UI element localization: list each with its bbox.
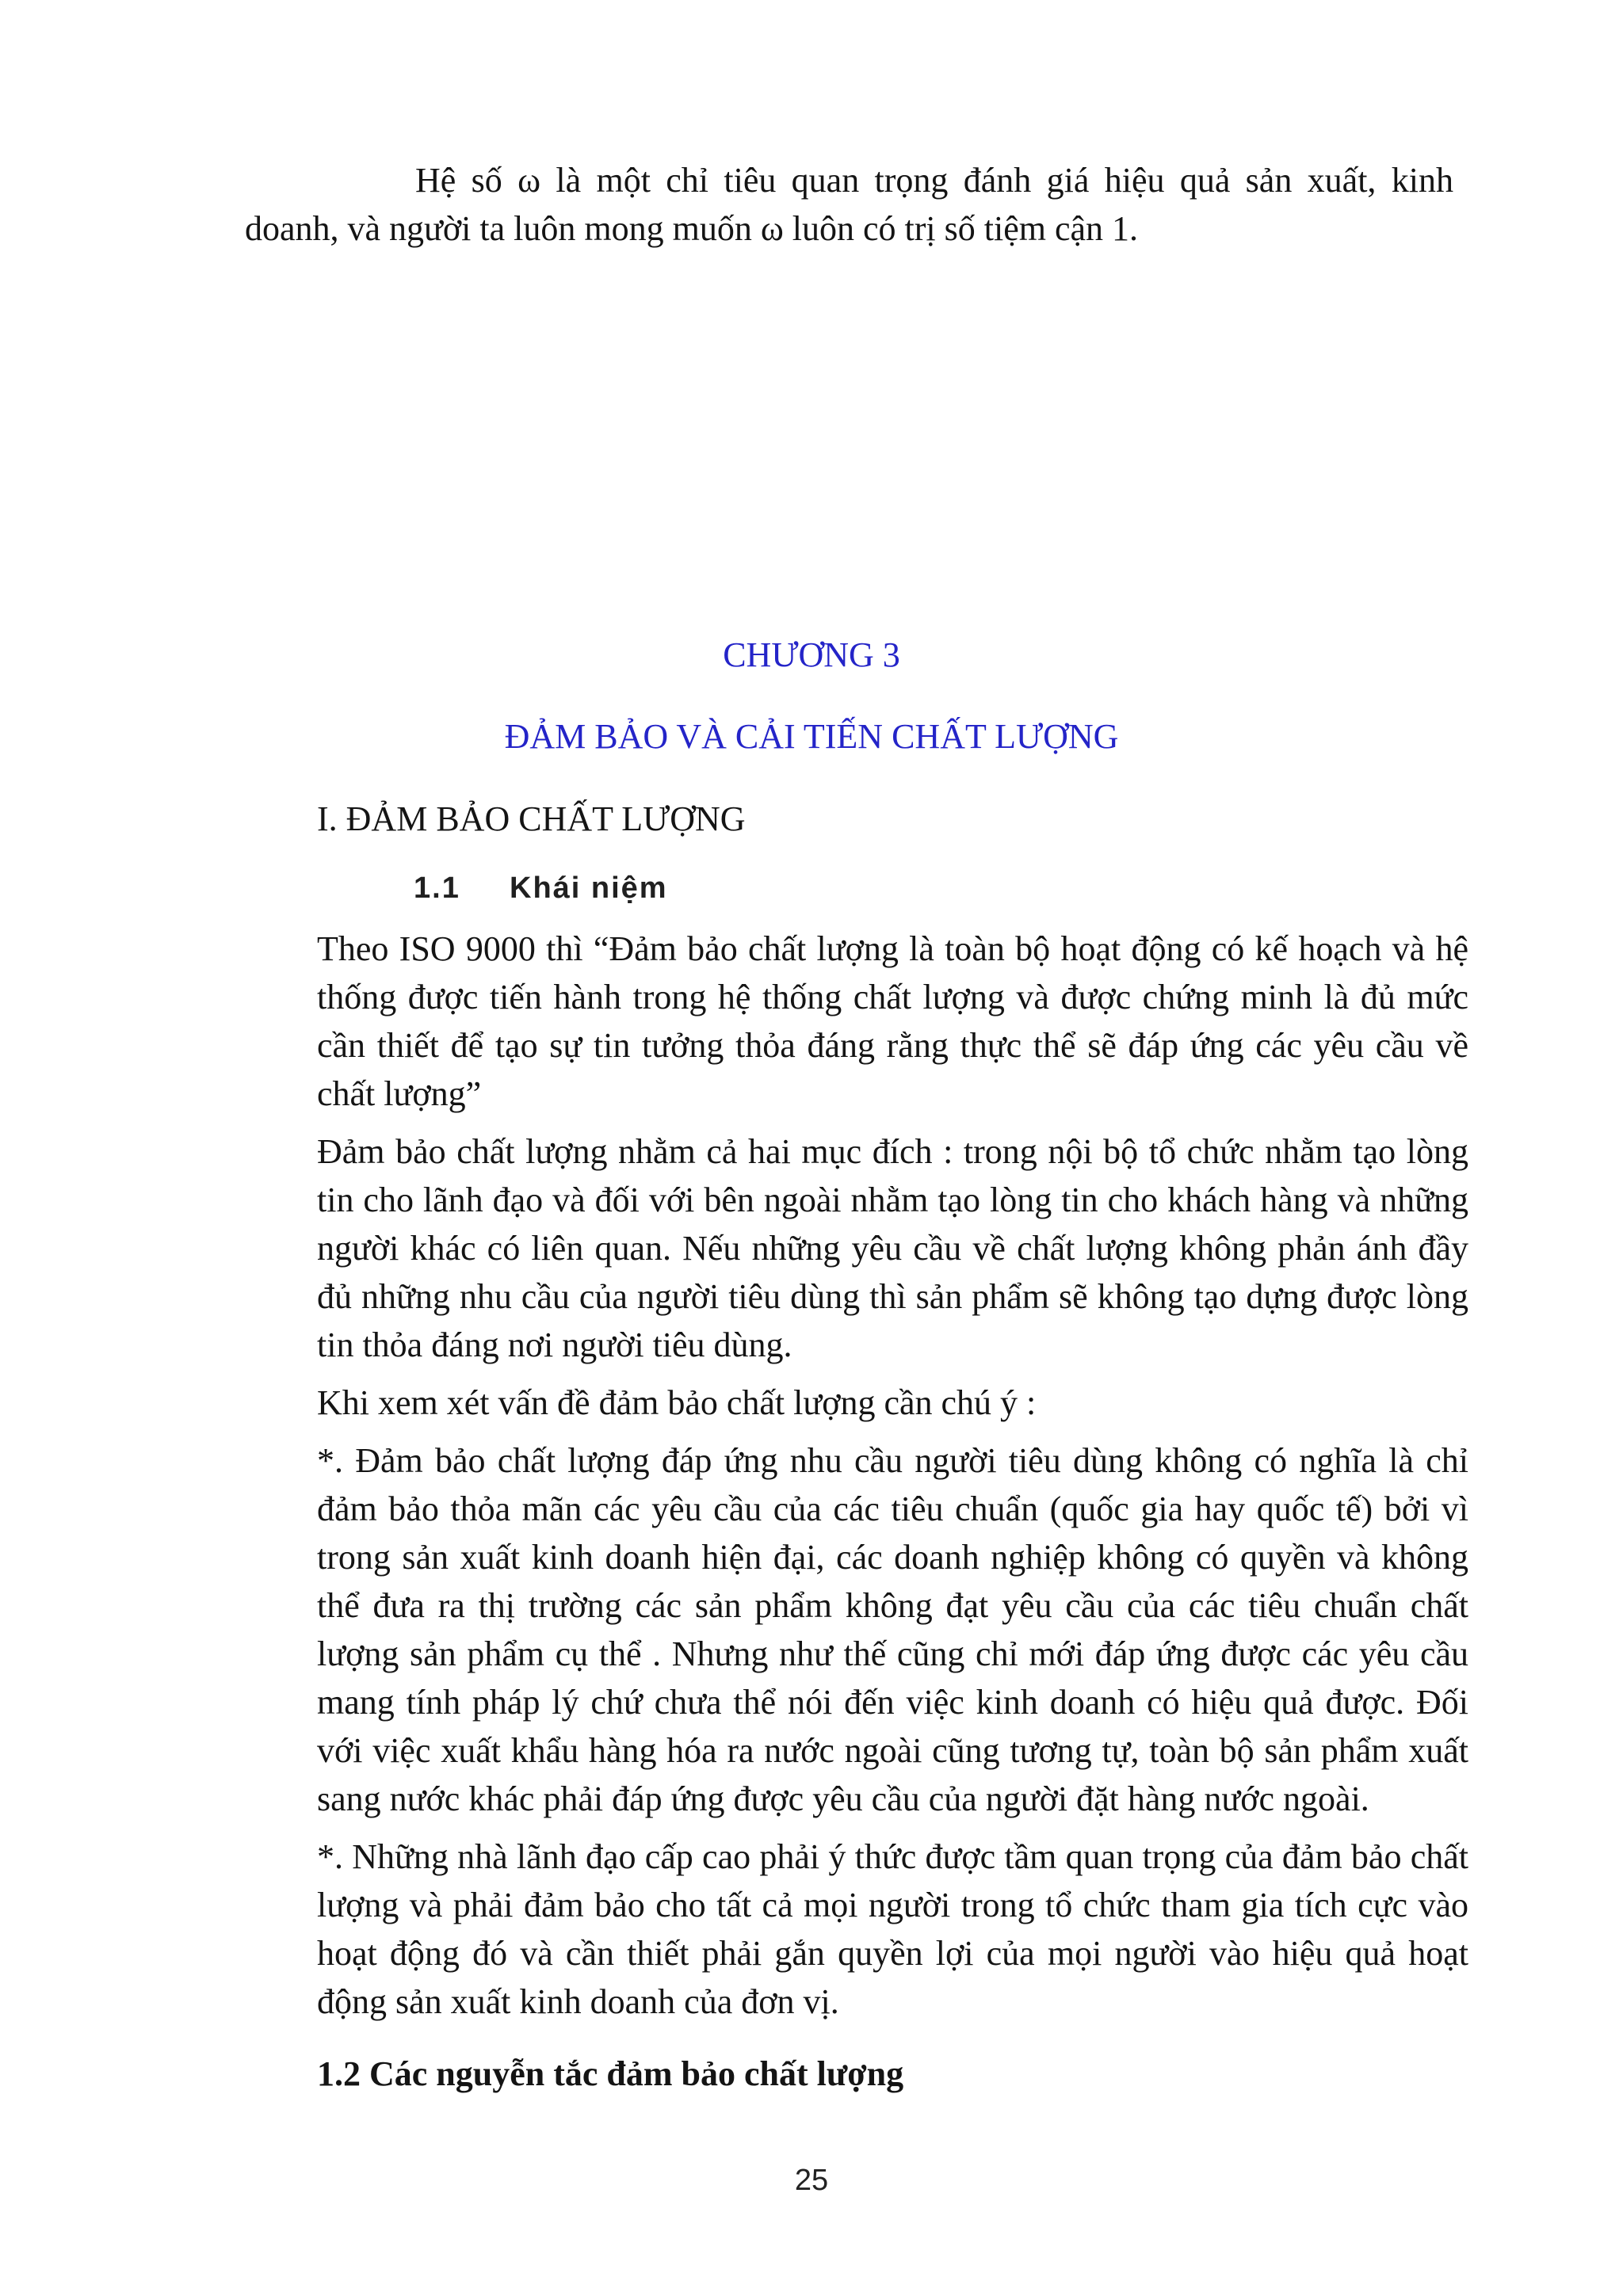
chapter-title: ĐẢM BẢO VÀ CẢI TIẾN CHẤT LƯỢNG — [504, 717, 1119, 756]
intro-paragraph-block — [245, 156, 1453, 253]
body-paragraph: Đảm bảo chất lượng nhằm cả hai mục đích : trong nội bộ tổ chức nhằm tạo lòng tin cho lãnh đạo và đối với bên ngoài nhằm tạo lòng tin cho khách hàng và những người khác có liên quan. Nếu những yêu cầu về chất lượng không phản ánh đầy đủ những nhu cầu của người tiêu dùng thì sản phẩm sẽ không tạo dựng được lòng tin thỏa đáng nơi người tiêu dùng. — [317, 1132, 1468, 1364]
body-paragraph: Khi xem xét vấn đề đảm bảo chất lượng cần chú ý : — [317, 1383, 1037, 1422]
subsection-number: 1.1 — [414, 871, 460, 905]
chapter-number: CHƯƠNG 3 — [723, 635, 900, 674]
body-paragraph: Theo ISO 9000 thì “Đảm bảo chất lượng là toàn bộ hoạt động có kế hoạch và hệ thống được tiến hành trong hệ thống chất lượng và được chứng minh là đủ mức cần thiết để tạo sự tin tưởng thỏa đáng rằng thực thể sẽ đáp ứng các yêu cầu về chất lượng” — [317, 929, 1468, 1113]
subsection-heading-2: 1.2 Các nguyễn tắc đảm bảo chất lượng — [317, 2054, 904, 2093]
page-number: 25 — [794, 2164, 829, 2197]
subsection-title: Khái niệm — [510, 871, 668, 905]
body-text — [317, 925, 1468, 2026]
intro-paragraph: Hệ số ω là một chỉ tiêu quan trọng đánh giá hiệu quả sản xuất, kinh doanh, và người ta luôn mong muốn ω luôn có trị số tiệm cận 1. — [245, 161, 1453, 248]
section-heading: I. ĐẢM BẢO CHẤT LƯỢNG — [317, 799, 746, 838]
body-paragraph: *. Đảm bảo chất lượng đáp ứng nhu cầu người tiêu dùng không có nghĩa là chỉ đảm bảo thỏa mãn các yêu cầu của các tiêu chuẩn (quốc gia hay quốc tế) bởi vì trong sản xuất kinh doanh hiện đại, các doanh nghiệp không có quyền và không thể đưa ra thị trường các sản phẩm không đạt yêu cầu của các tiêu chuẩn chất lượng sản phẩm cụ thể . Nhưng như thế cũng chỉ mới đáp ứng được các yêu cầu mang tính pháp lý chứ chưa thể nói đến việc kinh doanh có hiệu quả được. Đối với việc xuất khẩu hàng hóa ra nước ngoài cũng tương tự, toàn bộ sản phẩm xuất sang nước khác phải đáp ứng được yêu cầu của người đặt hàng nước ngoài. — [317, 1441, 1468, 1818]
body-paragraph: *. Những nhà lãnh đạo cấp cao phải ý thức được tầm quan trọng của đảm bảo chất lượng và phải đảm bảo cho tất cả mọi người trong tổ chức tham gia tích cực vào hoạt động đó và cần thiết phải gắn quyền lợi của mọi người vào hiệu quả hoạt động sản xuất kinh doanh của đơn vị. — [317, 1837, 1468, 2021]
subsection-heading-1 — [414, 864, 668, 913]
